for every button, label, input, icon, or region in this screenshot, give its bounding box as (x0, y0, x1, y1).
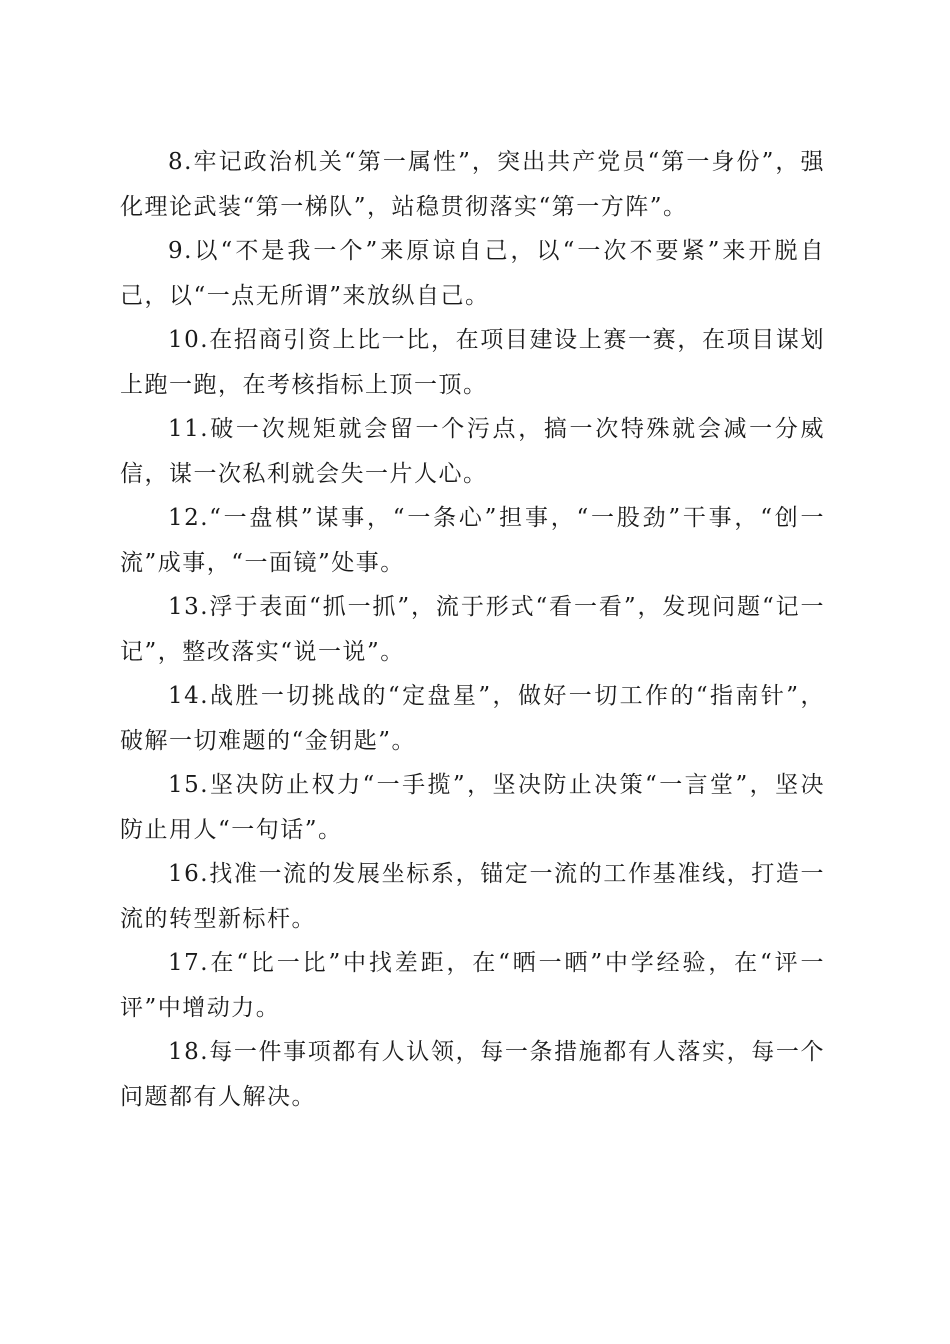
paragraph-item-9: 9.以“不是我一个”来原谅自己，以“一次不要紧”来开脱自己，以“一点无所谓”来放纵自己。 (120, 238, 825, 309)
paragraph-item-17: 17.在“比一比”中找差距，在“晒一晒”中学经验，在“评一评”中增动力。 (120, 950, 825, 1021)
paragraph-item-16: 16.找准一流的发展坐标系，锚定一流的工作基准线，打造一流的转型新标杆。 (120, 861, 825, 932)
paragraph-item-14: 14.战胜一切挑战的“定盘星”，做好一切工作的“指南针”，破解一切难题的“金钥匙”。 (120, 683, 825, 754)
paragraph-item-15: 15.坚决防止权力“一手揽”，坚决防止决策“一言堂”，坚决防止用人“一句话”。 (120, 772, 825, 843)
paragraph-item-12: 12.“一盘棋”谋事，“一条心”担事，“一股劲”干事，“创一流”成事，“一面镜”处事。 (120, 505, 825, 576)
paragraph-item-13: 13.浮于表面“抓一抓”，流于形式“看一看”，发现问题“记一记”，整改落实“说一说”。 (120, 594, 825, 665)
paragraph-item-18: 18.每一件事项都有人认领，每一条措施都有人落实，每一个问题都有人解决。 (120, 1039, 825, 1110)
document-body (120, 140, 825, 1119)
paragraph-item-11: 11.破一次规矩就会留一个污点，搞一次特殊就会减一分威信，谋一次私利就会失一片人心。 (120, 416, 825, 487)
paragraph-item-10: 10.在招商引资上比一比，在项目建设上赛一赛，在项目谋划上跑一跑，在考核指标上顶一顶。 (120, 327, 825, 398)
paragraph-item-8: 8.牢记政治机关“第一属性”，突出共产党员“第一身份”，强化理论武装“第一梯队”，站稳贯彻落实“第一方阵”。 (120, 149, 825, 220)
